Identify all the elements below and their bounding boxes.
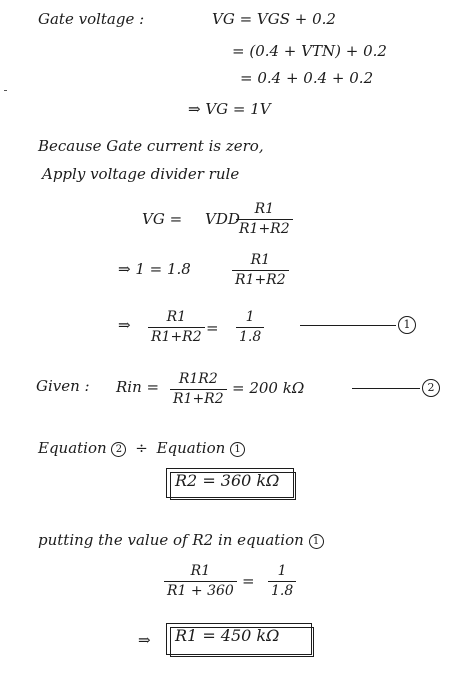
r1-box-inner-border <box>170 627 314 657</box>
step1-fraction <box>232 252 289 289</box>
because-text: Because Gate current is zero, <box>38 137 264 155</box>
step2-right-numerator: 1 <box>236 309 264 328</box>
step1-left: ⇒ 1 = 1.8 <box>118 260 191 278</box>
step2-equals: = <box>206 319 219 337</box>
r2-box-inner-border <box>170 472 296 500</box>
final-arrow: ⇒ <box>138 631 151 649</box>
rin-numerator: R1R2 <box>170 371 227 390</box>
vg-equation: VG = VGS + 0.2 <box>212 10 336 28</box>
step1-numerator: R1 <box>232 252 289 271</box>
vd-fraction <box>236 201 293 238</box>
eq1-circle: 1 <box>398 316 416 334</box>
apply-rule-text: Apply voltage divider rule <box>42 165 240 183</box>
sub-denominator: R1 + 360 <box>167 583 234 599</box>
sub-right-numerator: 1 <box>268 563 296 582</box>
eq1-leader-line <box>300 325 396 326</box>
rin-left: Rin = <box>116 378 160 396</box>
pen-mark <box>4 90 7 91</box>
division-text-a: Equation <box>38 439 107 457</box>
step2-denominator: R1+R2 <box>151 329 202 345</box>
eq2-circle: 2 <box>422 379 440 397</box>
vd-vdd: VDD <box>205 210 240 228</box>
rin-denominator: R1+R2 <box>173 391 224 407</box>
rin-value: = 200 kΩ <box>232 379 305 397</box>
rin-fraction <box>170 371 227 408</box>
numeric-sum: = 0.4 + 0.4 + 0.2 <box>240 69 374 87</box>
vd-numerator: R1 <box>236 201 293 220</box>
r2-result: R2 = 360 kΩ <box>175 471 280 490</box>
given-label: Given : <box>36 377 90 395</box>
step1-denominator: R1+R2 <box>235 272 286 288</box>
division-circle-b: 1 <box>230 442 245 457</box>
eq2-tag <box>422 378 440 397</box>
step2-fraction-right <box>236 309 264 346</box>
step2-fraction-left <box>148 309 205 346</box>
division-operator: ÷ <box>135 439 148 457</box>
gate-voltage-label: Gate voltage : <box>38 10 145 28</box>
division-circle-a: 2 <box>111 442 126 457</box>
step2-numerator: R1 <box>148 309 205 328</box>
vgs-substitution: = (0.4 + VTN) + 0.2 <box>232 42 387 60</box>
vd-denominator: R1+R2 <box>239 221 290 237</box>
vg-result: ⇒ VG = 1V <box>188 100 271 118</box>
r1-result: R1 = 450 kΩ <box>175 626 280 645</box>
division-text-b: Equation <box>156 439 226 457</box>
sub-right-denominator: 1.8 <box>271 583 294 599</box>
eq2-leader-line <box>352 388 420 389</box>
sub-equals: = <box>242 572 255 590</box>
sub-fraction-right <box>268 563 296 600</box>
step2-arrow: ⇒ <box>118 316 131 334</box>
eq1-tag <box>398 315 416 334</box>
putting-text: putting the value of R2 in equation <box>38 531 304 549</box>
sub-numerator: R1 <box>164 563 237 582</box>
sub-fraction-left <box>164 563 237 600</box>
vd-left: VG = <box>142 210 183 228</box>
putting-circle: 1 <box>309 534 324 549</box>
division-line <box>38 439 245 457</box>
putting-line <box>38 531 324 549</box>
step2-right-denominator: 1.8 <box>239 329 262 345</box>
